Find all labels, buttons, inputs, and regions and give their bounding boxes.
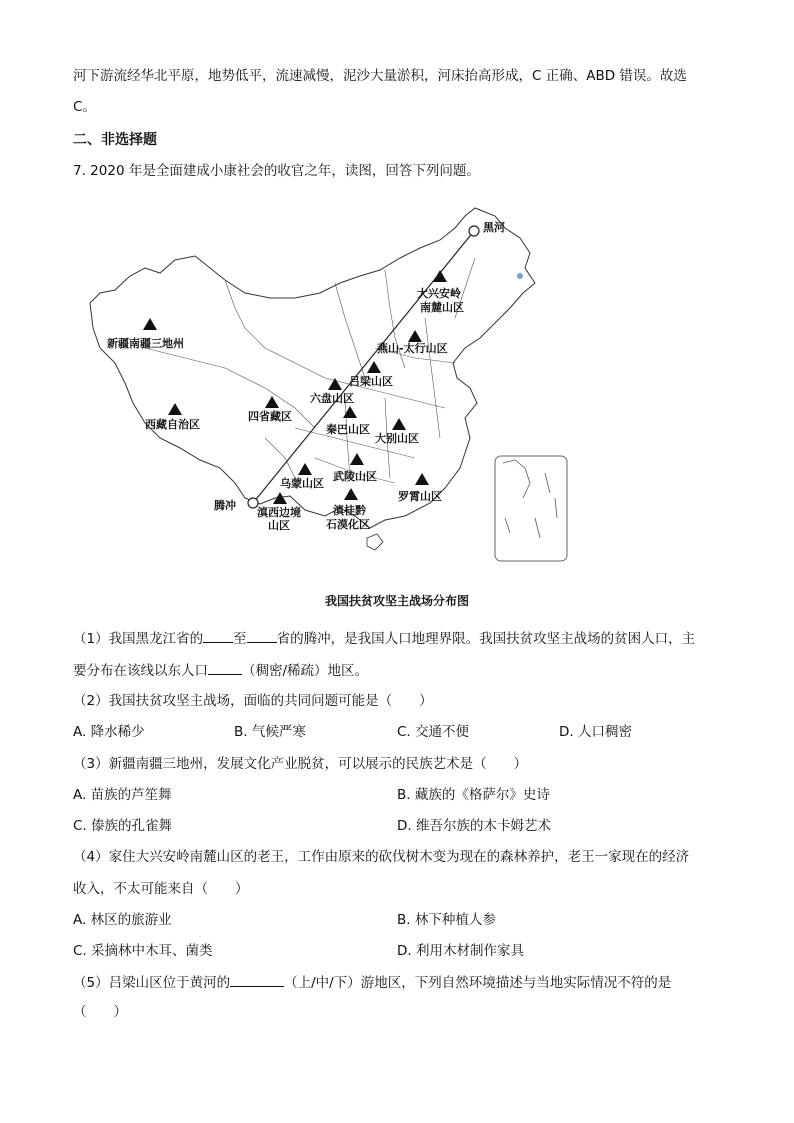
map-caption: 我国扶贫攻坚主战场分布图: [324, 594, 469, 608]
q3-option-d[interactable]: D. 维吾尔族的木卡姆艺术: [397, 818, 551, 834]
label-xizang: 西藏自治区: [145, 418, 200, 431]
label-xinjiang: 新疆南疆三地州: [107, 337, 184, 350]
q2-option-a[interactable]: A. 降水稀少: [73, 724, 145, 740]
q2-option-c[interactable]: C. 交通不便: [397, 724, 470, 740]
label-wuling: 武陵山区: [333, 470, 377, 483]
q1-line-2: [73, 660, 368, 681]
label-yanshan: 燕山-太行山区: [377, 342, 448, 355]
heihe-point: [469, 226, 479, 236]
intro-line-1: 河下游流经华北平原，地势低平，流速减慢，泥沙大量淤积，河床抬高形成，C 正确、ABD 错误。故选: [73, 68, 687, 84]
q5-text-b: （上/中/下）游地区，下列自然环境描述与当地实际情况不符的是: [284, 975, 672, 991]
q4-stem-2: 收入，不太可能来自（ ）: [73, 881, 249, 897]
q2-option-b[interactable]: B. 气候严寒: [234, 724, 306, 740]
q4-option-c[interactable]: C. 采摘林中木耳、菌类: [73, 943, 213, 959]
q1-text-b: 至: [233, 631, 247, 647]
q5-blank[interactable]: [230, 972, 284, 987]
label-daxinganling-1: 大兴安岭: [417, 287, 461, 300]
q1-text-c: 省的腾冲，是我国人口地理界限。我国扶贫攻坚主战场的贫困人口，主: [276, 631, 696, 647]
label-wumeng: 乌蒙山区: [280, 477, 324, 490]
q2-stem: （2）我国扶贫攻坚主战场，面临的共同问题可能是（ ）: [73, 693, 433, 709]
intro-line-2: C。: [73, 99, 96, 115]
q4-option-d[interactable]: D. 利用木材制作家具: [397, 943, 524, 959]
label-lvliang: 吕梁山区: [349, 375, 393, 388]
q4-option-b[interactable]: B. 林下种植人参: [397, 912, 496, 928]
q5-text-a: （5）吕梁山区位于黄河的: [73, 975, 231, 991]
label-liupan: 六盘山区: [310, 392, 354, 405]
section-title: 二、非选择题: [73, 132, 157, 148]
q1-blank-3[interactable]: [208, 660, 242, 675]
label-dianguiqian-2: 石漠化区: [326, 518, 370, 531]
label-luoxiao: 罗霄山区: [398, 490, 442, 503]
q3-option-a[interactable]: A. 苗族的芦笙舞: [73, 787, 172, 803]
label-tengchong: 腾冲: [214, 499, 236, 512]
label-dabie: 大别山区: [375, 432, 419, 445]
q1-line-1: [73, 628, 695, 649]
question-7-stem: 7. 2020 年是全面建成小康社会的收官之年，读图，回答下列问题。: [73, 163, 480, 179]
q1-text-d: 要分布在该线以东人口: [73, 663, 208, 679]
label-dianxi-1: 滇西边境: [257, 506, 301, 519]
label-daxinganling-2: 南麓山区: [420, 301, 464, 314]
q4-stem-1: （4）家住大兴安岭南麓山区的老王，工作由原来的砍伐树木变为现在的森林养护，老王一家现在的经济: [73, 849, 690, 865]
lake-marker: [517, 273, 523, 279]
q1-text-e: （稠密/稀疏）地区。: [242, 663, 369, 679]
q3-option-c[interactable]: C. 傣族的孔雀舞: [73, 818, 173, 834]
q3-stem: （3）新疆南疆三地州，发展文化产业脱贫，可以展示的民族艺术是（ ）: [73, 756, 528, 772]
label-heihe: 黑河: [483, 221, 505, 234]
hainan-island: [367, 534, 383, 550]
label-qinba: 秦巴山区: [326, 423, 370, 436]
label-dianxi-2: 山区: [268, 519, 290, 532]
q1-blank-1[interactable]: [203, 628, 233, 643]
q5-line-2: （ ）: [73, 1004, 127, 1020]
poverty-map: [85, 198, 575, 568]
label-dianguiqian-1: 滇桂黔: [333, 504, 366, 517]
q1-text-a: （1）我国黑龙江省的: [73, 631, 204, 647]
q5-line-1: [73, 972, 671, 993]
q3-option-b[interactable]: B. 藏族的《格萨尔》史诗: [397, 787, 550, 803]
label-sisheng: 四省藏区: [248, 410, 292, 423]
q1-blank-2[interactable]: [247, 628, 277, 643]
q4-option-a[interactable]: A. 林区的旅游业: [73, 912, 172, 928]
q2-option-d[interactable]: D. 人口稠密: [559, 724, 632, 740]
